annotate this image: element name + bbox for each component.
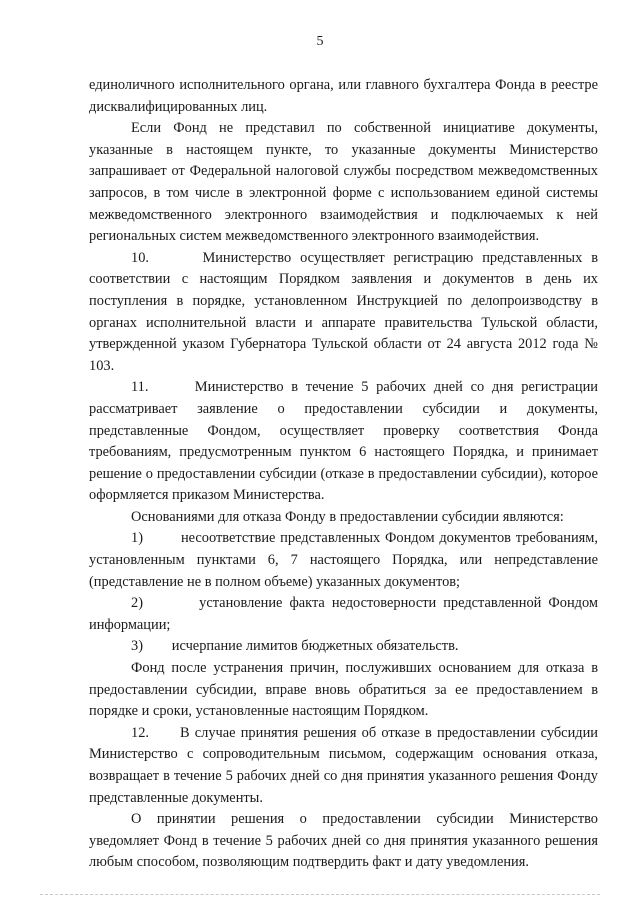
list-item-ground-2: 2) установление факта недостоверности представленной Фондом информации; — [89, 595, 598, 633]
paragraph-reapply: Фонд после устранения причин, послуживших основанием для отказа в предоставлении субсидии, вправе вновь обратиться за ее предоставлением в порядке и сроки, установленные настоящим Порядком. — [89, 660, 598, 720]
paragraph-continuation: единоличного исполнительного органа, или главного бухгалтера Фонда в реестре дисквалифицированных лиц. — [89, 77, 598, 115]
document-body — [89, 75, 598, 874]
page-number: 5 — [316, 34, 324, 49]
paragraph-notification: О принятии решения о предоставлении субсидии Министерство уведомляет Фонд в течение 5 рабочих дней со дня принятия указанного решения любым способом, позволяющим подтвердить факт и дату уведомления. — [89, 811, 598, 871]
paragraph-item-12: 12. В случае принятия решения об отказе в предоставлении субсидии Министерство с сопроводительным письмом, содержащим основания отказа, возвращает в течение 5 рабочих дней со дня принятия указанного решения Фонду представленные документы. — [89, 724, 598, 806]
scan-artifact-line — [40, 894, 600, 897]
paragraph-refusal-grounds: Основаниями для отказа Фонду в предоставлении субсидии являются: — [131, 508, 564, 525]
paragraph-item-10: 10. Министерство осуществляет регистрацию представленных в соответствии с настоящим Порядком заявления и документов в день их поступления в порядке, установленном Инструкцией по делопроизводству в органах исполнительной власти и аппарате правительства Тульской области, утвержденной указом Губернатора Тульской области от 24 августа 2012 года № 103. — [89, 249, 598, 374]
paragraph-interagency-requests: Если Фонд не представил по собственной инициативе документы, указанные в настоящем пункте, то указанные документы Министерство запрашивает от Федеральной налоговой службы посредством межведомственных запросов, в том числе в электронной форме с использованием единой системы межведомственного электронного взаимодействия и подключаемых к ней региональных систем межведомственного электронного взаимодействия. — [89, 120, 598, 245]
list-item-ground-1: 1) несоответствие представленных Фондом документов требованиям, установленным пунктами 6, 7 настоящего Порядка, или непредставление (представление не в полном объеме) указанных документов; — [89, 530, 598, 590]
list-item-ground-3: 3) исчерпание лимитов бюджетных обязательств. — [131, 638, 459, 655]
paragraph-item-11: 11. Министерство в течение 5 рабочих дней со дня регистрации рассматривает заявление о предоставлении субсидии и документы, представленные Фондом, осуществляет проверку соответствия Фонда требованиям, предусмотренным пунктом 6 настоящего Порядка, и принимает решение о предоставлении субсидии (отказе в предоставлении субсидии), которое оформляется приказом Министерства. — [89, 379, 598, 504]
